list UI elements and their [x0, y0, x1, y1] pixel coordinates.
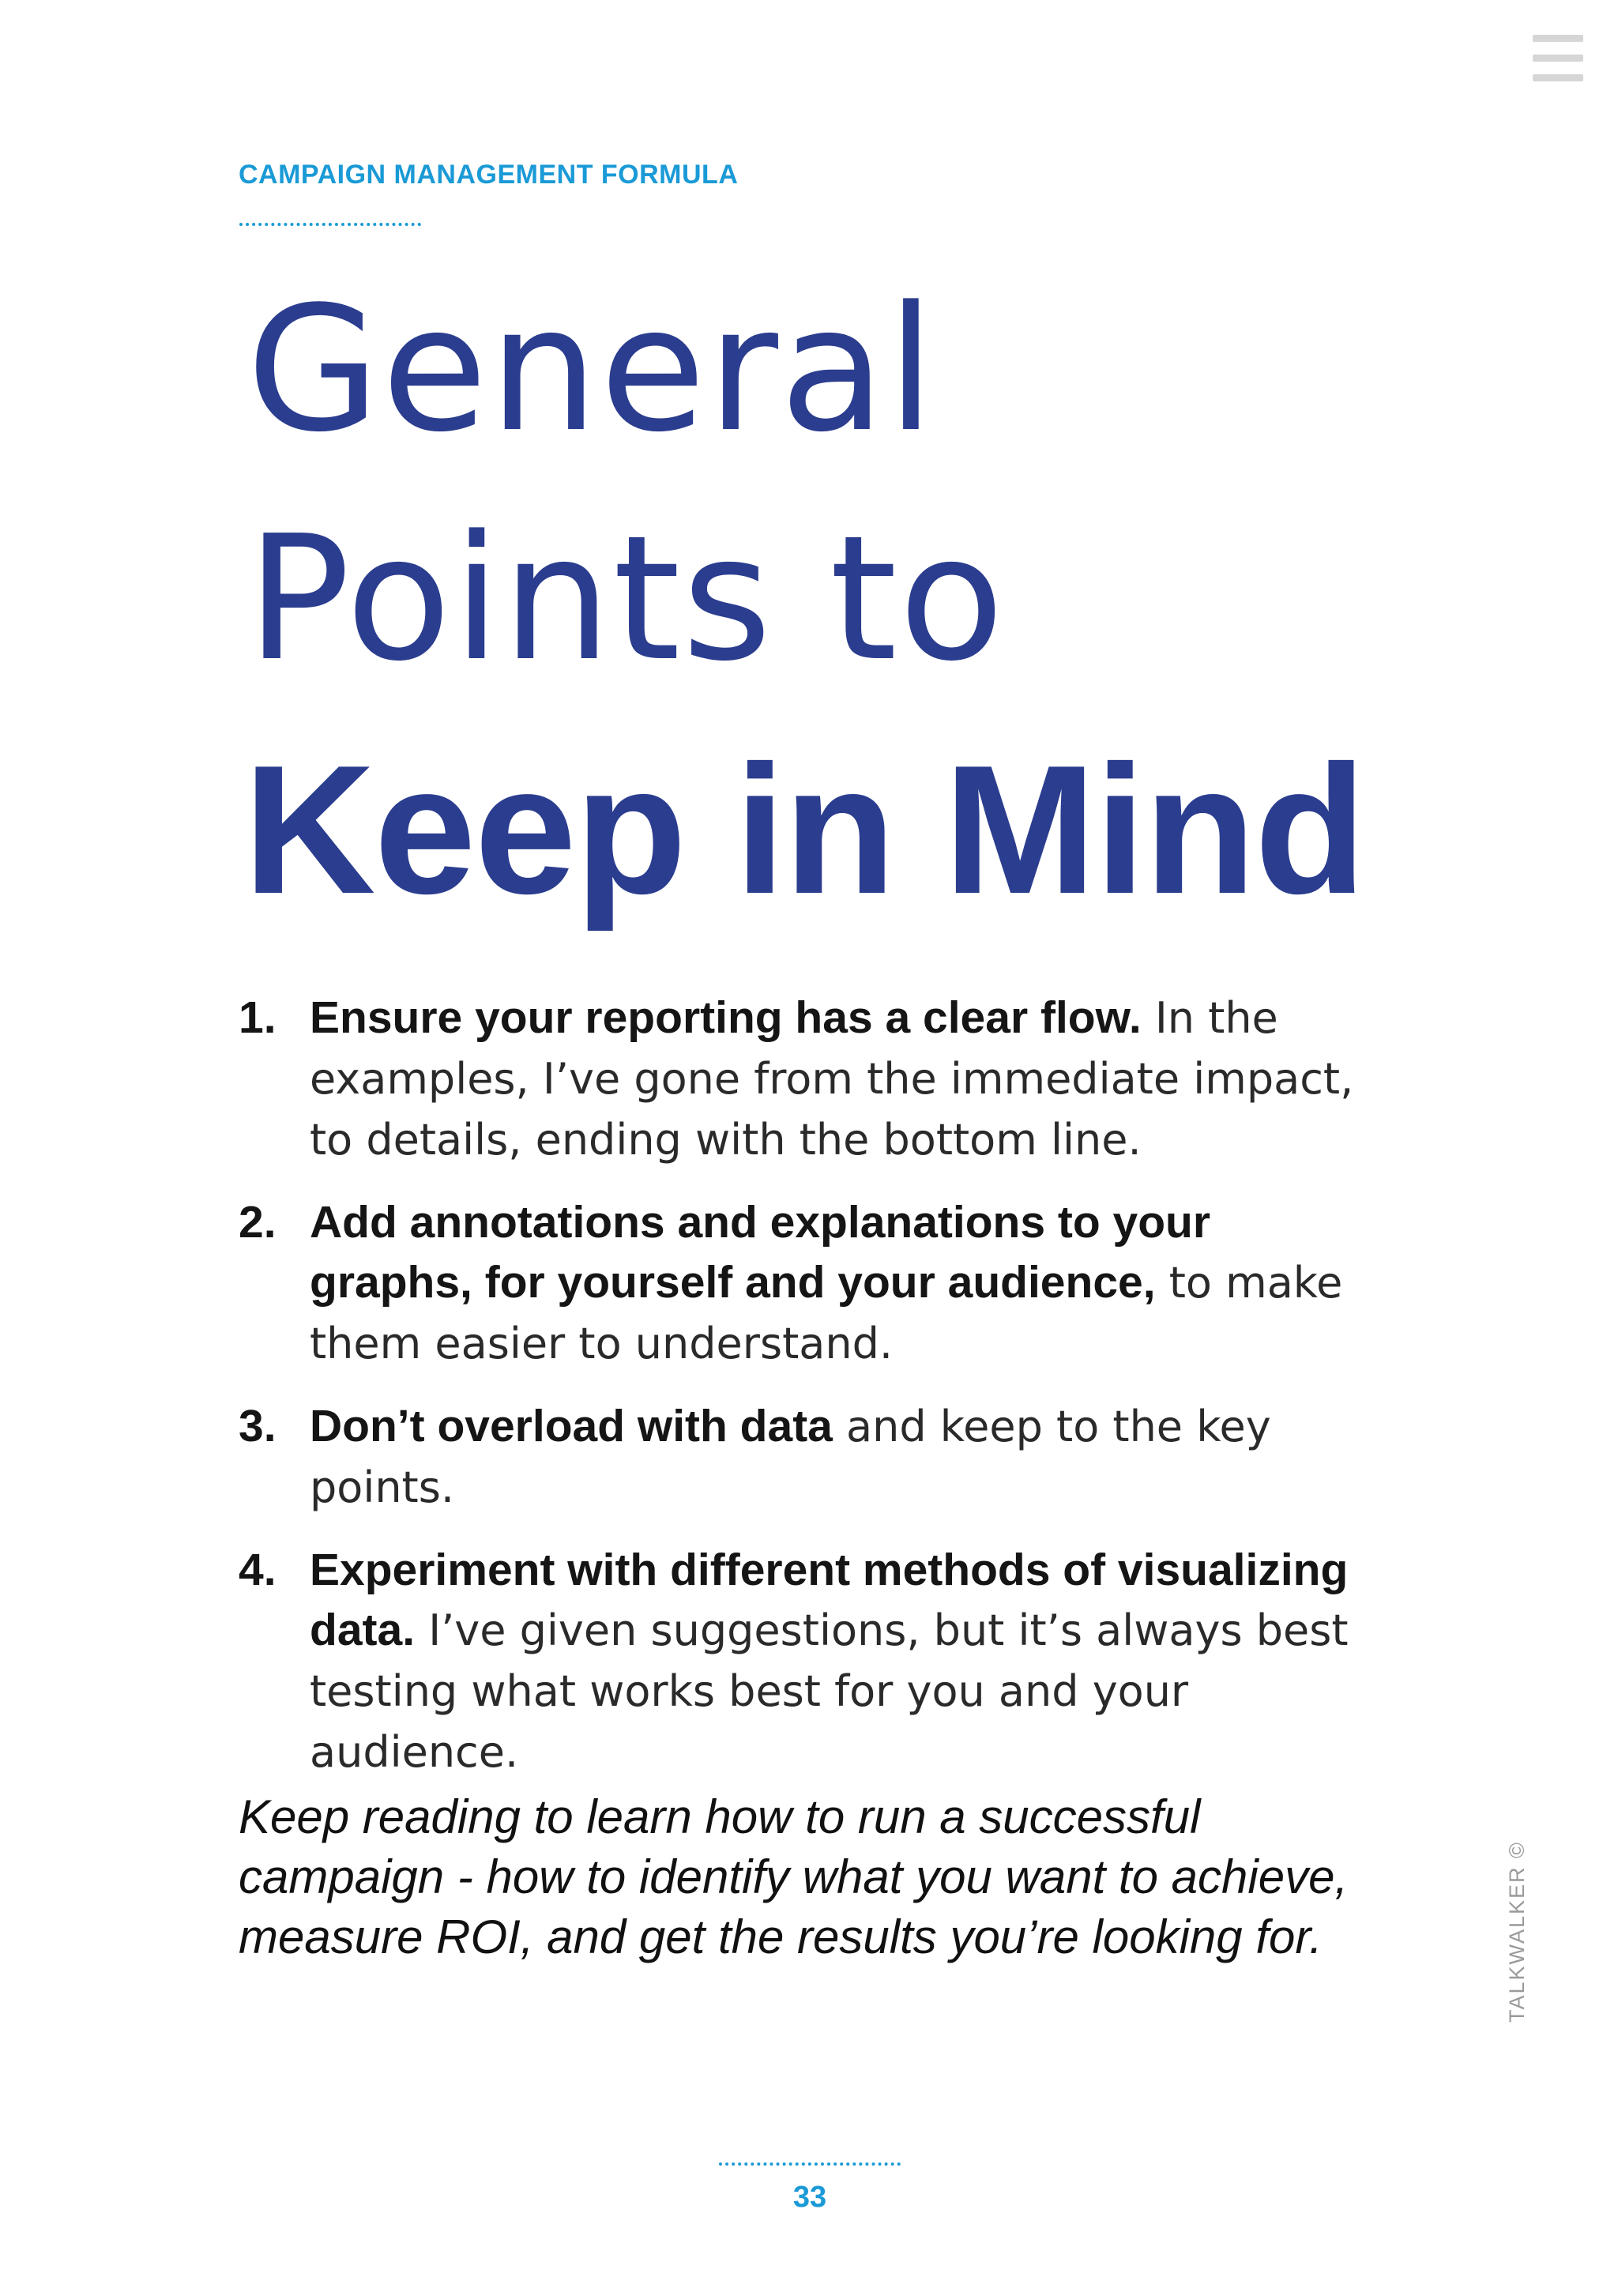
- list-item-number: 1.: [239, 992, 277, 1043]
- list-item: [239, 988, 1376, 1170]
- page-number-divider: [719, 2162, 901, 2166]
- page-title-line-3: Keep in Mind: [243, 728, 1365, 932]
- list-item-number: 3.: [239, 1401, 277, 1451]
- closing-paragraph: Keep reading to learn how to run a successful campaign - how to identify what you want to achieve, measure ROI, and get the results you’re looking for.: [239, 1790, 1349, 1963]
- list-item-heading: Don’t overload with data: [310, 1401, 833, 1451]
- list-item-text: I’ve given suggestions, but it’s always best testing what works best for you and your audience.: [310, 1605, 1349, 1777]
- page-title-line-2: Points to: [246, 499, 1006, 699]
- list-item: [239, 1540, 1376, 1782]
- page-number: 33: [792, 2181, 827, 2214]
- page-title-line-1: General: [246, 270, 937, 470]
- section-divider: [239, 223, 421, 226]
- list-item-number: 2.: [239, 1197, 277, 1248]
- list-item-text: In the examples, I’ve gone from the immediate impact, to details, ending with the bottom line.: [310, 993, 1354, 1165]
- menu-bar: [1533, 35, 1583, 42]
- list-item-heading: Ensure your reporting has a clear flow.: [310, 992, 1142, 1043]
- list-item: [239, 1396, 1376, 1518]
- list-item-heading: Add annotations and explanations to your graphs, for yourself and your audience,: [310, 1197, 1211, 1308]
- hamburger-menu-icon[interactable]: [1533, 35, 1583, 82]
- list-item-number: 4.: [239, 1545, 277, 1595]
- menu-bar: [1533, 74, 1583, 81]
- list-item-text: and keep to the key points.: [310, 1402, 1271, 1512]
- list-item: [239, 1192, 1376, 1374]
- key-points-list: [239, 988, 1376, 1805]
- list-item-text: to make them easier to understand.: [310, 1258, 1343, 1368]
- list-item-heading: Experiment with different methods of visualizing data.: [310, 1545, 1349, 1655]
- menu-bar: [1533, 55, 1583, 62]
- section-label: CAMPAIGN MANAGEMENT FORMULA: [239, 160, 739, 190]
- side-brand-label: TALKWALKER ©: [1505, 1841, 1529, 2023]
